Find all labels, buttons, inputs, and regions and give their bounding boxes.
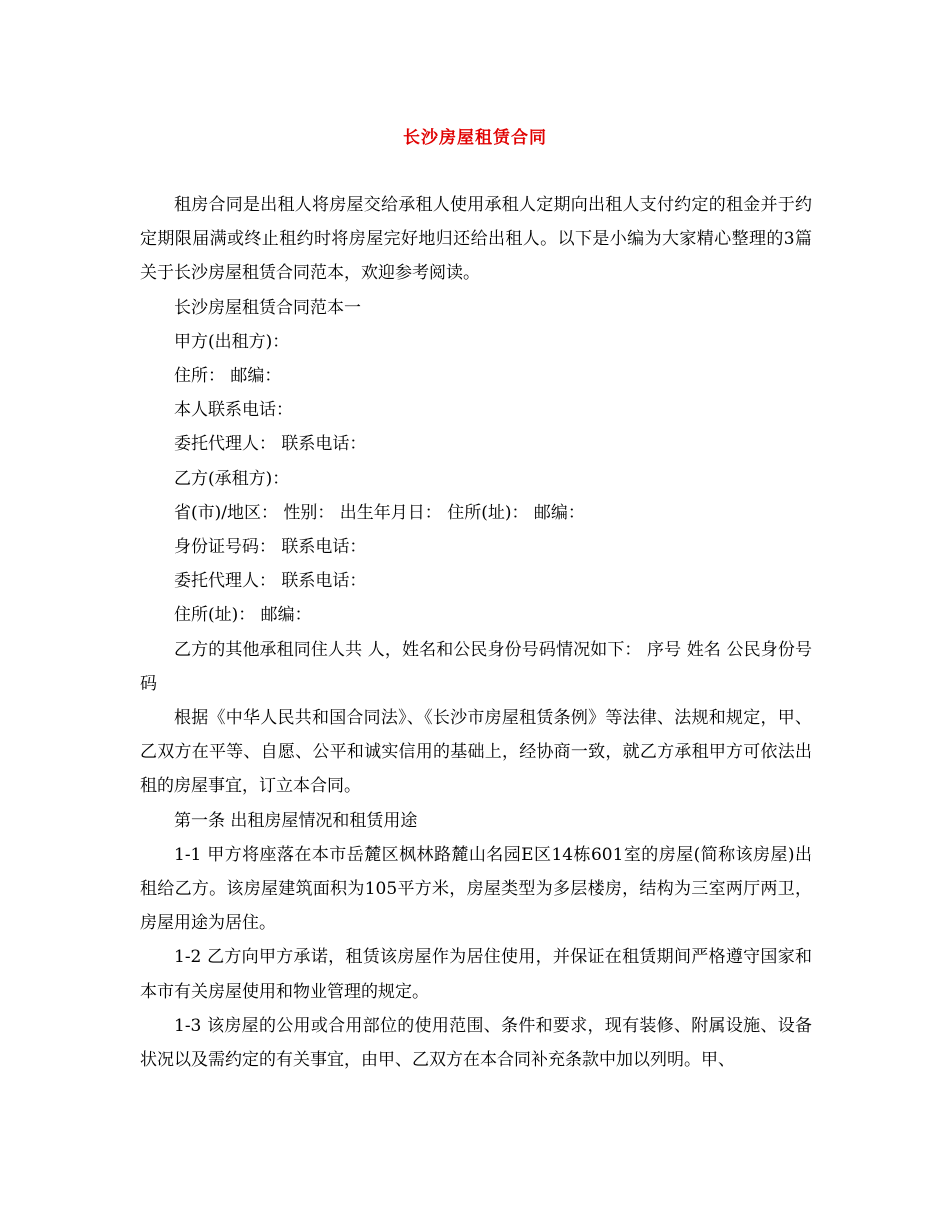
paragraph-sample-heading: 长沙房屋租赁合同范本一 — [174, 297, 361, 318]
paragraph-legal-basis: 根据《中华人民共和国合同法》、《长沙市房屋租赁条例》等法律、法规和规定，甲、乙双方在平等、自愿、公平和诚实信用的基础上，经协商一致，就乙方承租甲方可依法出租的房屋事宜，订立本合同。 — [140, 708, 812, 797]
paragraph-clause-1-1: 1-1 甲方将座落在本市岳麓区枫林路麓山名园E区14栋601室的房屋(简称该房屋)出租给乙方。该房屋建筑面积为105平方米，房屋类型为多层楼房，结构为三室两厅两卫，房屋用途为居住。 — [140, 844, 812, 934]
paragraph-party-a-phone: 本人联系电话： — [174, 400, 293, 421]
paragraph-party-a-agent: 委托代理人： 联系电话： — [174, 434, 367, 455]
paragraph-clause-1-3: 1-3 该房屋的公用或合用部位的使用范围、条件和要求，现有装修、附属设施、设备状况以及需约定的有关事宜，由甲、乙双方在本合同补充条款中加以列明。甲、 — [140, 1015, 812, 1071]
document-body — [140, 188, 812, 1077]
paragraph-party-b-details: 省(市)/地区： 性别： 出生年月日： 住所(址)： 邮编： — [174, 502, 585, 523]
paragraph-cohabitants: 乙方的其他承租同住人共 人，姓名和公民身份号码情况如下： 序号 姓名 公民身份号码 — [140, 639, 812, 694]
paragraph-party-b: 乙方(承租方)： — [174, 468, 290, 489]
paragraph-intro: 租房合同是出租人将房屋交给承租人使用承租人定期向出租人支付约定的租金并于约定期限届满或终止租约时将房屋完好地归还给出租人。以下是小编为大家精心整理的3篇关于长沙房屋租赁合同范本，欢迎参考阅读。 — [140, 195, 812, 284]
paragraph-clause-1-2: 1-2 乙方向甲方承诺，租赁该房屋作为居住使用，并保证在租赁期间严格遵守国家和本市有关房屋使用和物业管理的规定。 — [140, 947, 812, 1002]
paragraph-party-a-address: 住所： 邮编： — [174, 366, 282, 387]
paragraph-party-b-id: 身份证号码： 联系电话： — [174, 537, 367, 558]
paragraph-party-b-address: 住所(址)： 邮编： — [174, 605, 312, 626]
paragraph-party-b-agent: 委托代理人： 联系电话： — [174, 571, 367, 592]
paragraph-article-1-heading: 第一条 出租房屋情况和租赁用途 — [174, 810, 418, 831]
document-title: 长沙房屋租赁合同 — [403, 128, 547, 148]
paragraph-party-a: 甲方(出租方)： — [174, 331, 290, 352]
